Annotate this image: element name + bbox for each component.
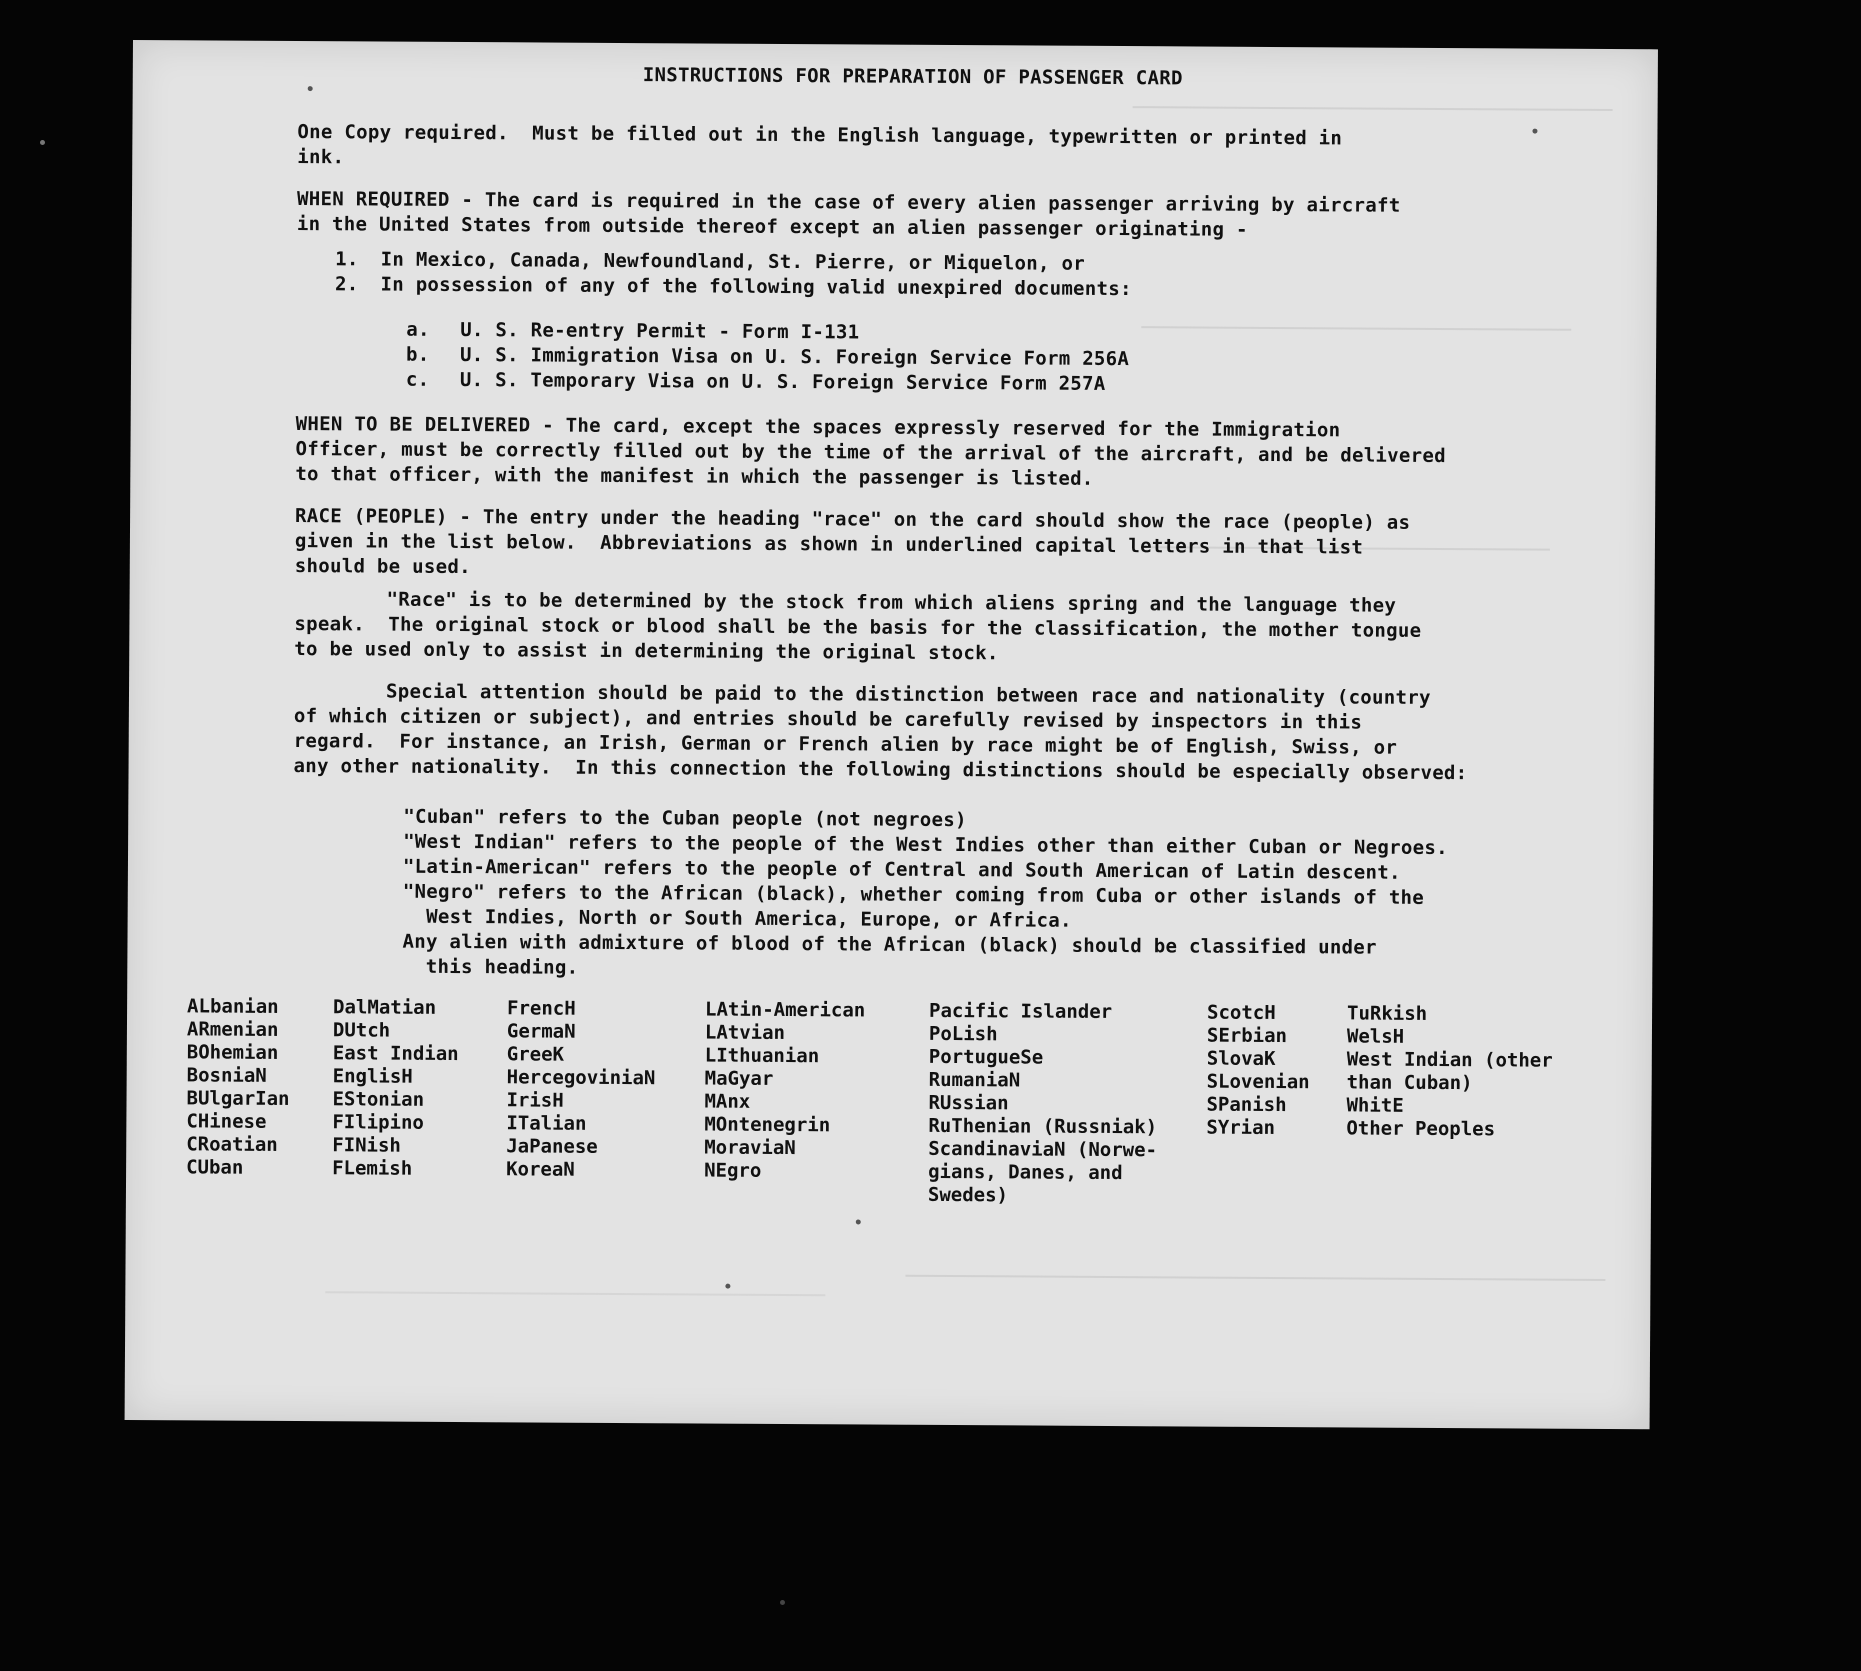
race-item: gians, Danes, and [928, 1160, 1123, 1185]
distinctions-list [402, 805, 1613, 987]
when-delivered-paragraph: WHEN TO BE DELIVERED - The card, except the spaces expressly reserved for the Immigration Officer, must be correctly filled out by the time of the arrival of the aircraft, and be delivered to that officer, with the manifest in which the passenger is listed. [295, 413, 1446, 490]
document-page [125, 40, 1658, 1429]
race-item: EnglisH [332, 1065, 413, 1088]
intro-paragraph: One Copy required. Must be filled out in the English language, typewritten or printed in ink. [297, 121, 1343, 169]
race-people-paragraph: RACE (PEOPLE) - The entry under the heading "race" on the card should show the race (people) as given in the list below. Abbreviations as shown in underlined capital letters in that list should be used. [294, 504, 1411, 579]
race-item: Pacific Islander [929, 999, 1113, 1023]
race-item: SErbian [1206, 1024, 1288, 1048]
race-item: CRoatian [186, 1133, 278, 1156]
page-title: INSTRUCTIONS FOR PREPARATION OF PASSENGER CARD [642, 64, 1183, 90]
list-item: West Indies, North or South America, Europe, or Africa. [402, 905, 1072, 932]
race-item: SPanish [1206, 1093, 1287, 1117]
special-attention-paragraph: Special attention should be paid to the distinction between race and nationality (country of which citizen or subject), and entries should be carefully revised by inspectors in this regard. For instance, an Irish, German or French alien by race might be of English, Swiss, or any other nationality. In this connection the following distinctions should be especially observed: [293, 680, 1468, 785]
race-item: RUssian [928, 1091, 1009, 1115]
race-item: TuRkish [1347, 1002, 1428, 1025]
when-required-paragraph: WHEN REQUIRED - The card is required in the case of every alien passenger arriving by aircraft in the United States from outside thereof except an alien passenger originating - [296, 188, 1401, 241]
race-item: FINish [332, 1134, 401, 1157]
race-column [332, 996, 459, 1181]
race-item: IrisH [506, 1089, 564, 1112]
race-determined-paragraph: "Race" is to be determined by the stock from which aliens spring and the language they speak. The original stock or blood shall be the basis for the classification, the mother tongue to be used only to assist in determining the original stock. [294, 588, 1422, 665]
race-item: FLemish [332, 1157, 413, 1180]
race-column [1206, 1002, 1310, 1141]
race-column [1346, 1002, 1553, 1141]
race-item: LAtin-American [705, 998, 866, 1022]
race-item: LIthuanian [704, 1044, 820, 1068]
list-item: "Latin-American" refers to the people of Central and South American of Latin descent. [402, 855, 1401, 884]
race-item: GermaN [506, 1020, 576, 1043]
race-item: SlovaK [1206, 1047, 1276, 1070]
race-item: Swedes) [927, 1183, 1009, 1207]
race-item: West Indian (other [1346, 1048, 1553, 1072]
race-item: NEgro [704, 1159, 762, 1182]
race-item: LAtvian [704, 1021, 786, 1045]
race-item: GreeK [506, 1043, 565, 1066]
race-item: SYrian [1206, 1116, 1276, 1139]
race-item: MaGyar [704, 1067, 774, 1090]
list-item: this heading. [402, 955, 579, 979]
race-item: MoraviaN [704, 1136, 796, 1160]
race-item: EStonian [332, 1088, 425, 1111]
race-item: ScandinaviaN (Norwe- [928, 1137, 1158, 1162]
race-item: CHinese [186, 1110, 267, 1133]
list-item: "Cuban" refers to the Cuban people (not negroes) [403, 805, 967, 832]
race-item: RumaniaN [928, 1068, 1021, 1092]
race-item: MOntenegrin [704, 1113, 831, 1137]
bleed-through-mark [905, 1275, 1605, 1281]
race-item: SLovenian [1206, 1070, 1310, 1094]
document-list [406, 318, 1616, 400]
list-item: c. U. S. Temporary Visa on U. S. Foreign Service Form 257A [405, 368, 1106, 395]
list-item: "West Indian" refers to the people of the West Indies other than either Cuban or Negroes. [403, 830, 1448, 860]
race-item: FIlipino [332, 1111, 424, 1134]
race-item: ALbanian [187, 995, 279, 1018]
race-item: BosniaN [186, 1064, 267, 1087]
paper-speck [856, 1219, 861, 1224]
list-item: "Negro" refers to the African (black), whether coming from Cuba or other islands of the [402, 880, 1425, 909]
race-item: Other Peoples [1346, 1117, 1496, 1141]
race-column [186, 995, 290, 1180]
background-speck [780, 1600, 785, 1605]
race-item: ARmenian [186, 1018, 279, 1041]
race-column [506, 997, 656, 1182]
background-speck [40, 140, 45, 145]
race-item: MAnx [704, 1090, 751, 1113]
race-item: FrencH [507, 997, 576, 1020]
exception-list [306, 247, 1616, 305]
race-item: DalMatian [333, 996, 437, 1019]
list-item: 1. In Mexico, Canada, Newfoundland, St. Pierre, or Miquelon, or [335, 248, 1086, 275]
race-item: WhitE [1346, 1094, 1404, 1117]
race-item: BUlgarIan [186, 1087, 290, 1110]
list-item: b. U. S. Immigration Visa on U. S. Foreign Service Form 256A [406, 343, 1130, 371]
race-item: BOhemian [186, 1041, 279, 1064]
race-item: ITalian [506, 1112, 587, 1135]
race-item: RuThenian (Russniak) [928, 1114, 1158, 1139]
race-item: JaPanese [506, 1135, 598, 1158]
race-item: PoLish [928, 1022, 998, 1046]
race-item: CUban [186, 1156, 244, 1179]
list-item: 2. In possession of any of the following valid unexpired documents: [334, 273, 1132, 301]
instructions-text [292, 61, 1618, 987]
race-column [928, 1000, 1158, 1208]
race-item: ScotcH [1207, 1001, 1276, 1024]
race-item: East Indian [332, 1042, 459, 1066]
paper-speck [725, 1284, 730, 1289]
race-item: DUtch [332, 1019, 391, 1042]
list-item: Any alien with admixture of blood of the African (black) should be classified under [402, 930, 1377, 959]
race-item: PortugueSe [928, 1045, 1044, 1069]
bleed-through-mark [325, 1291, 825, 1296]
race-item: than Cuban) [1346, 1071, 1473, 1095]
list-item: a. U. S. Re-entry Permit - Form I-131 [406, 318, 860, 344]
race-item: WelsH [1346, 1025, 1405, 1048]
race-column [704, 999, 865, 1184]
race-item: HercegoviniaN [506, 1066, 656, 1090]
race-item: KoreaN [506, 1158, 575, 1181]
